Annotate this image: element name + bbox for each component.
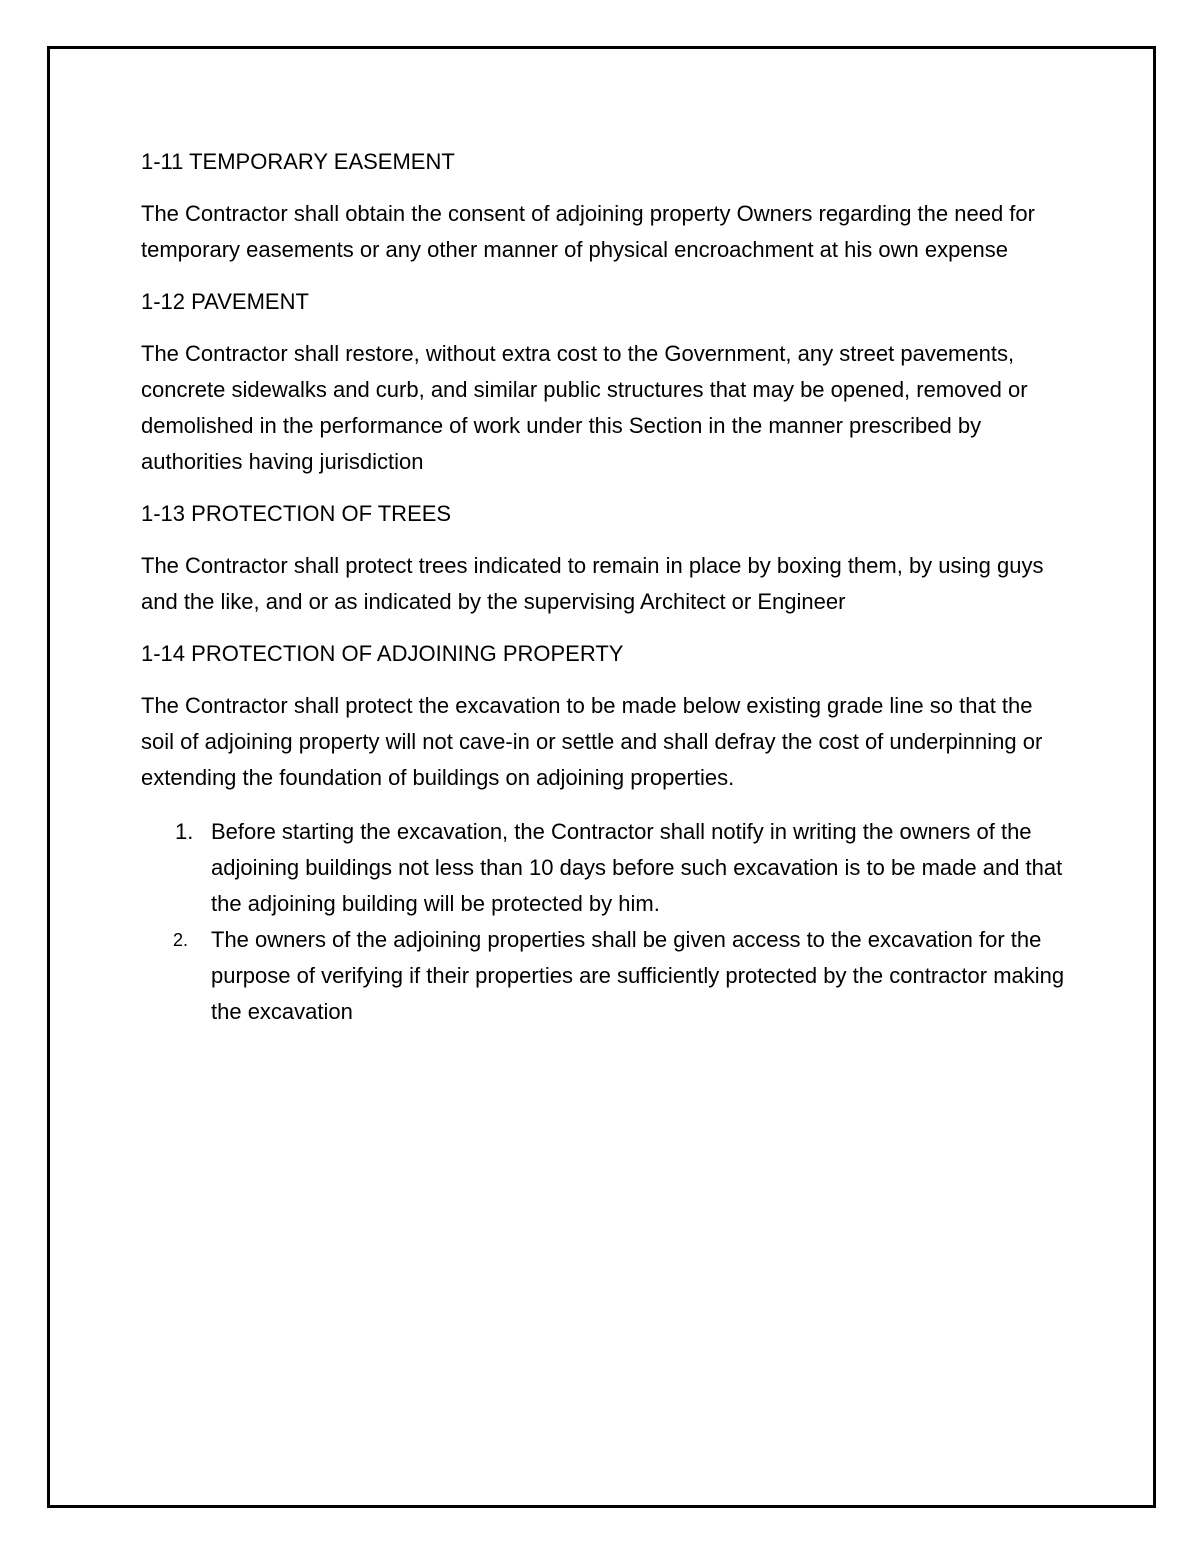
list-marker: 1. [175, 819, 194, 844]
document-body [141, 144, 1071, 1030]
list-marker: 2. [173, 930, 189, 950]
section-body-protection-of-trees: The Contractor shall protect trees indicated to remain in place by boxing them, by using guys and the like, and or as indicated by the supervising Architect or Engineer [141, 553, 1044, 614]
section-body-temporary-easement: The Contractor shall obtain the consent of adjoining property Owners regarding the need for temporary easements or any other manner of physical encroachment at his own expense [141, 201, 1035, 262]
section-body-pavement: The Contractor shall restore, without extra cost to the Government, any street pavements, concrete sidewalks and curb, and similar public structures that may be opened, removed or demolished in the performance of work under this Section in the manner prescribed by authorities having jurisdiction [141, 341, 1028, 474]
section-heading-pavement: 1-12 PAVEMENT [141, 289, 309, 314]
list-item-text: Before starting the excavation, the Contractor shall notify in writing the owners of the adjoining buildings not less than 10 days before such excavation is to be made and that the adjoining building will be protected by him. [211, 819, 1063, 916]
section-heading-temporary-easement: 1-11 TEMPORARY EASEMENT [141, 149, 455, 174]
list-item-text: The owners of the adjoining properties shall be given access to the excavation for the purpose of verifying if their properties are sufficiently protected by the contractor making the excavation [211, 927, 1065, 1024]
section-body-protection-of-adjoining-property: The Contractor shall protect the excavation to be made below existing grade line so that the soil of adjoining property will not cave-in or settle and shall defray the cost of underpinning or extending the foundation of buildings on adjoining properties. [141, 693, 1043, 790]
list-item [141, 814, 1071, 922]
list-item [141, 922, 1071, 1030]
section-heading-protection-of-adjoining-property: 1-14 PROTECTION OF ADJOINING PROPERTY [141, 641, 624, 666]
numbered-list [141, 814, 1071, 1030]
section-heading-protection-of-trees: 1-13 PROTECTION OF TREES [141, 501, 452, 526]
